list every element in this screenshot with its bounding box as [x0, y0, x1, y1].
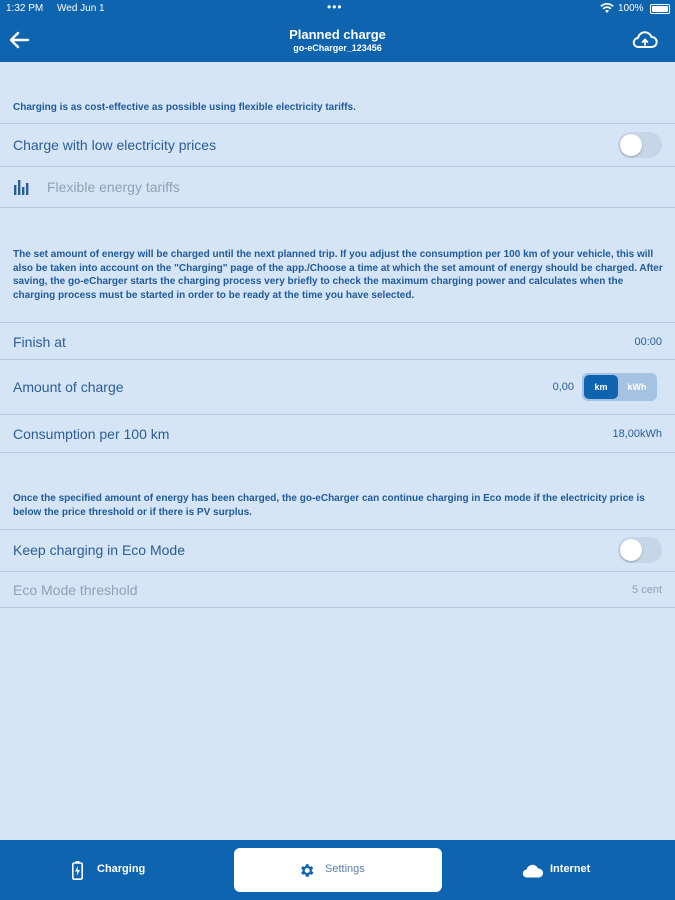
unit-selector — [582, 373, 657, 401]
amount-row — [0, 360, 675, 415]
consumption-label: Consumption per 100 km — [13, 426, 170, 442]
page-title: Planned charge — [289, 27, 386, 42]
low-price-toggle[interactable] — [618, 132, 662, 158]
battery-charging-icon — [72, 861, 83, 880]
top-bar — [0, 0, 675, 62]
planned-trip-description: The set amount of energy will be charged until the next planned trip. If you adjust the consumption per 100 km of your vehicle, this will also be taken into account on the "Charging" page of the app./Choose a time at which the set amount of energy should be charged. After saving, the go-eCharger starts the charging process very briefly to check the maximum charging power and calculates when the charging process must be started in order to be ready at the time you have selected. — [13, 249, 663, 301]
battery-icon — [650, 4, 670, 14]
eco-description: Once the specified amount of energy has been charged, the go-eCharger can continue charging in Eco mode if the electricity price is below the price threshold or if there is PV surplus. — [13, 493, 645, 518]
bottom-nav — [0, 840, 675, 900]
finish-at-value: 00:00 — [634, 336, 662, 348]
eco-mode-label: Keep charging in Eco Mode — [13, 542, 185, 558]
gear-icon — [298, 862, 315, 879]
cloud-icon — [522, 863, 544, 878]
finish-at-label: Finish at — [13, 334, 66, 350]
nav-tab-charging[interactable] — [62, 848, 182, 892]
consumption-value: 18,00kWh — [612, 428, 662, 440]
status-date: Wed Jun 1 — [57, 3, 105, 14]
tariffs-row[interactable] — [0, 167, 675, 208]
amount-label: Amount of charge — [13, 379, 124, 395]
multitask-dots[interactable]: ••• — [327, 0, 343, 14]
eco-mode-row — [0, 529, 675, 572]
eco-threshold-label: Eco Mode threshold — [13, 582, 138, 598]
tariff-description: Charging is as cost-effective as possible using flexible electricity tariffs. — [13, 102, 356, 113]
nav-tab-internet[interactable] — [515, 848, 635, 892]
device-name: go-eCharger_123456 — [293, 43, 382, 53]
unit-kwh-button[interactable]: kWh — [627, 382, 647, 392]
amount-value[interactable]: 0,00 — [552, 381, 574, 393]
unit-km-button[interactable]: km — [584, 375, 618, 399]
status-time: 1:32 PM — [6, 3, 44, 14]
wifi-icon — [600, 2, 614, 14]
finish-at-row[interactable] — [0, 322, 675, 360]
eco-threshold-row[interactable] — [0, 572, 675, 608]
low-price-label: Charge with low electricity prices — [13, 137, 217, 153]
tariffs-label: Flexible energy tariffs — [47, 179, 180, 195]
eco-threshold-value: 5 cent — [632, 584, 662, 596]
cloud-upload-icon[interactable] — [632, 30, 658, 50]
status-bar — [0, 0, 675, 18]
nav-label-charging: Charging — [97, 863, 146, 875]
nav-label-internet: Internet — [550, 863, 591, 875]
consumption-row[interactable] — [0, 415, 675, 453]
low-price-row — [0, 123, 675, 167]
bar-chart-icon — [13, 179, 31, 196]
nav-tab-settings[interactable] — [234, 848, 442, 892]
nav-label-settings: Settings — [325, 863, 365, 875]
eco-mode-toggle[interactable] — [618, 537, 662, 563]
battery-percent: 100% — [618, 3, 644, 14]
